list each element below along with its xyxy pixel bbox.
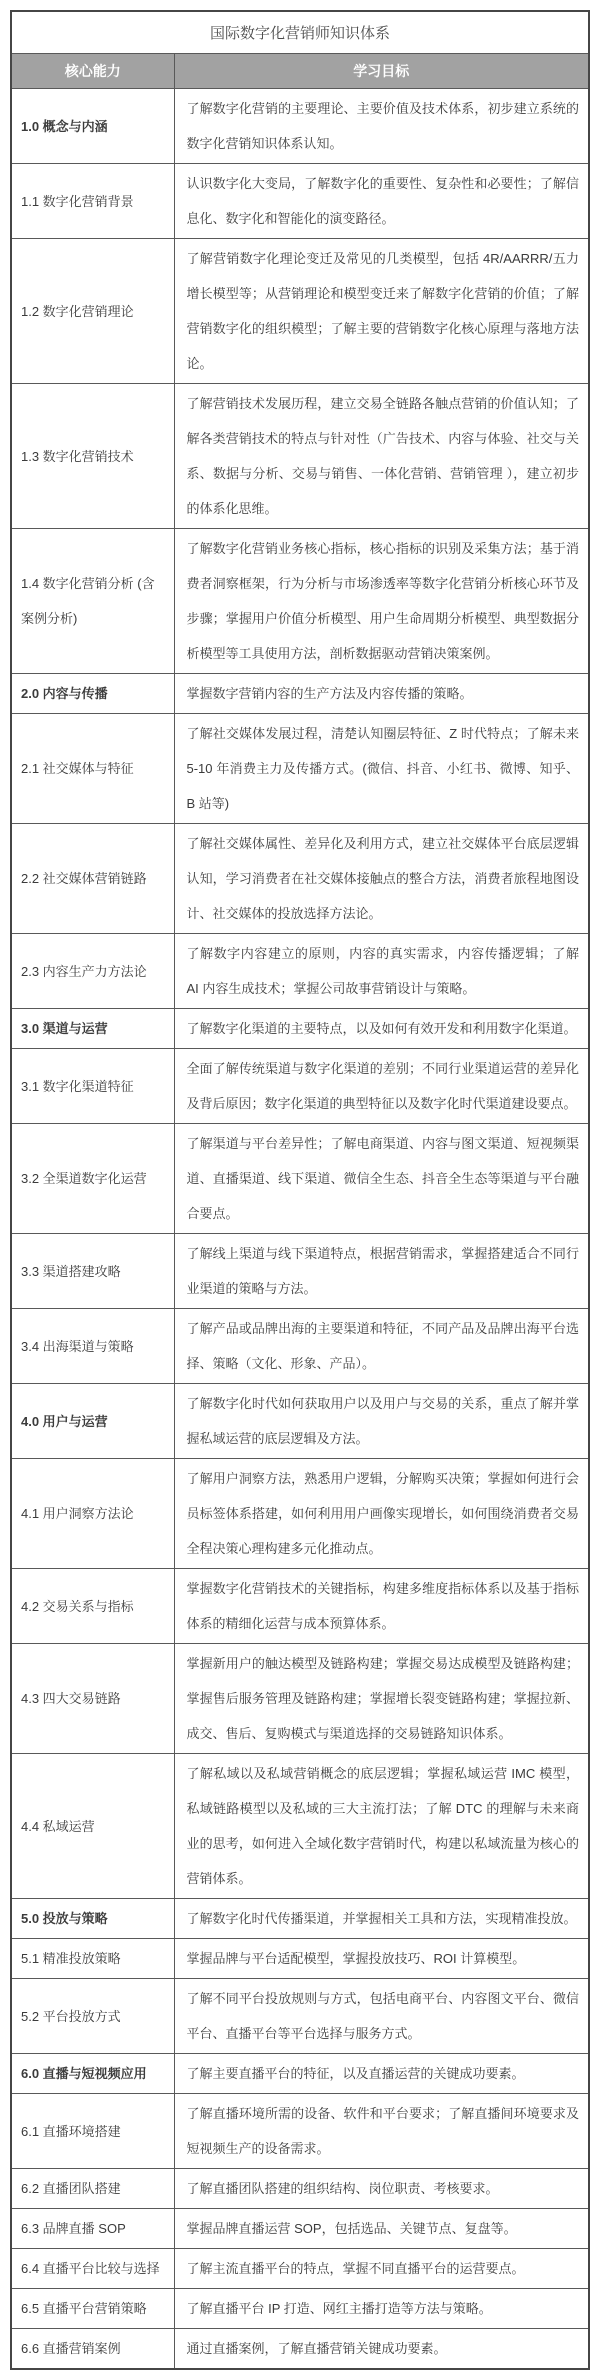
- title-row: [11, 11, 589, 54]
- table-row: [11, 1939, 589, 1979]
- competency-cell: 4.4 私域运营: [11, 1754, 174, 1899]
- table-row: [11, 1899, 589, 1939]
- table-row: [11, 1049, 589, 1124]
- table-row: [11, 164, 589, 239]
- table-row: [11, 1459, 589, 1569]
- competency-cell: 4.1 用户洞察方法论: [11, 1459, 174, 1569]
- objective-cell: 通过直播案例，了解直播营销关键成功要素。: [174, 2329, 589, 2370]
- table-rows: [11, 89, 589, 2370]
- objective-cell: 了解线上渠道与线下渠道特点，根据营销需求，掌握搭建适合不同行业渠道的策略与方法。: [174, 1234, 589, 1309]
- table-row: [11, 384, 589, 529]
- objective-cell: 了解社交媒体属性、差异化及利用方式，建立社交媒体平台底层逻辑认知，学习消费者在社交媒体接触点的整合方法，消费者旅程地图设计、社交媒体的投放选择方法论。: [174, 824, 589, 934]
- competency-cell: 5.2 平台投放方式: [11, 1979, 174, 2054]
- competency-cell: 3.1 数字化渠道特征: [11, 1049, 174, 1124]
- competency-cell: 5.0 投放与策略: [11, 1899, 174, 1939]
- table-row: [11, 529, 589, 674]
- competency-cell: 3.2 全渠道数字化运营: [11, 1124, 174, 1234]
- competency-cell: 6.3 品牌直播 SOP: [11, 2209, 174, 2249]
- table-row: [11, 1644, 589, 1754]
- column-header-objective: 学习目标: [174, 54, 589, 89]
- column-header-competency: 核心能力: [11, 54, 174, 89]
- competency-cell: 6.4 直播平台比较与选择: [11, 2249, 174, 2289]
- table-row: [11, 824, 589, 934]
- objective-cell: 了解数字化营销业务核心指标，核心指标的识别及采集方法；基于消费者洞察框架，行为分析与市场渗透率等数字化营销分析核心环节及步骤；掌握用户价值分析模型、用户生命周期分析模型、典型数据分析模型等工具使用方法，剖析数据驱动营销决策案例。: [174, 529, 589, 674]
- objective-cell: 认识数字化大变局，了解数字化的重要性、复杂性和必要性；了解信息化、数字化和智能化的演变路径。: [174, 164, 589, 239]
- competency-cell: 2.2 社交媒体营销链路: [11, 824, 174, 934]
- objective-cell: 了解直播平台 IP 打造、网红主播打造等方法与策略。: [174, 2289, 589, 2329]
- competency-cell: 4.0 用户与运营: [11, 1384, 174, 1459]
- competency-cell: 2.1 社交媒体与特征: [11, 714, 174, 824]
- objective-cell: 掌握新用户的触达模型及链路构建；掌握交易达成模型及链路构建；掌握售后服务管理及链路构建；掌握增长裂变链路构建；掌握拉新、成交、售后、复购模式与渠道选择的交易链路知识体系。: [174, 1644, 589, 1754]
- objective-cell: 了解主要直播平台的特征，以及直播运营的关键成功要素。: [174, 2054, 589, 2094]
- table-row: [11, 1754, 589, 1899]
- table-row: [11, 2169, 589, 2209]
- table-row: [11, 1569, 589, 1644]
- objective-cell: 了解直播环境所需的设备、软件和平台要求；了解直播间环境要求及短视频生产的设备需求。: [174, 2094, 589, 2169]
- competency-cell: 4.2 交易关系与指标: [11, 1569, 174, 1644]
- objective-cell: 了解渠道与平台差异性；了解电商渠道、内容与图文渠道、短视频渠道、直播渠道、线下渠道、微信全生态、抖音全生态等渠道与平台融合要点。: [174, 1124, 589, 1234]
- objective-cell: 了解数字化营销的主要理论、主要价值及技术体系，初步建立系统的数字化营销知识体系认知。: [174, 89, 589, 164]
- objective-cell: 了解数字化渠道的主要特点，以及如何有效开发和利用数字化渠道。: [174, 1009, 589, 1049]
- objective-cell: 了解产品或品牌出海的主要渠道和特征，不同产品及品牌出海平台选择、策略（文化、形象、产品）。: [174, 1309, 589, 1384]
- competency-cell: 6.6 直播营销案例: [11, 2329, 174, 2370]
- competency-cell: 1.1 数字化营销背景: [11, 164, 174, 239]
- table-row: [11, 89, 589, 164]
- table-row: [11, 1979, 589, 2054]
- competency-cell: 1.4 数字化营销分析 (含案例分析): [11, 529, 174, 674]
- competency-cell: 1.2 数字化营销理论: [11, 239, 174, 384]
- table-row: [11, 2249, 589, 2289]
- competency-cell: 6.5 直播平台营销策略: [11, 2289, 174, 2329]
- competency-cell: 3.0 渠道与运营: [11, 1009, 174, 1049]
- competency-cell: 2.0 内容与传播: [11, 674, 174, 714]
- objective-cell: 了解营销技术发展历程，建立交易全链路各触点营销的价值认知；了解各类营销技术的特点与针对性（广告技术、内容与体验、社交与关系、数据与分析、交易与销售、一体化营销、营销管理 ），建立初步的体系化思维。: [174, 384, 589, 529]
- objective-cell: 掌握品牌与平台适配模型，掌握投放技巧、ROI 计算模型。: [174, 1939, 589, 1979]
- objective-cell: 了解数字化时代如何获取用户以及用户与交易的关系，重点了解并掌握私域运营的底层逻辑及方法。: [174, 1384, 589, 1459]
- table-row: [11, 674, 589, 714]
- table-row: [11, 1384, 589, 1459]
- table-row: [11, 1309, 589, 1384]
- table-row: [11, 1234, 589, 1309]
- table-row: [11, 714, 589, 824]
- table-row: [11, 1009, 589, 1049]
- objective-cell: 掌握数字营销内容的生产方法及内容传播的策略。: [174, 674, 589, 714]
- table-row: [11, 2054, 589, 2094]
- table-row: [11, 2329, 589, 2370]
- table-row: [11, 239, 589, 384]
- objective-cell: 了解数字化时代传播渠道，并掌握相关工具和方法，实现精准投放。: [174, 1899, 589, 1939]
- competency-cell: 6.1 直播环境搭建: [11, 2094, 174, 2169]
- objective-cell: 了解私域以及私域营销概念的底层逻辑；掌握私域运营 IMC 模型，私域链路模型以及私域的三大主流打法；了解 DTC 的理解与未来商业的思考，如何进入全域化数字营销时代，构建以私域流量为核心的营销体系。: [174, 1754, 589, 1899]
- table-row: [11, 934, 589, 1009]
- column-header-row: [11, 54, 589, 89]
- objective-cell: 了解营销数字化理论变迁及常见的几类模型，包括 4R/AARRR/五力增长模型等；从营销理论和模型变迁来了解数字化营销的价值；了解营销数字化的组织模型；了解主要的营销数字化核心原理与落地方法论。: [174, 239, 589, 384]
- competency-cell: 1.3 数字化营销技术: [11, 384, 174, 529]
- objective-cell: 掌握品牌直播运营 SOP，包括选品、关键节点、复盘等。: [174, 2209, 589, 2249]
- competency-cell: 3.3 渠道搭建攻略: [11, 1234, 174, 1309]
- objective-cell: 了解社交媒体发展过程，清楚认知圈层特征、Z 时代特点；了解未来 5-10 年消费主力及传播方式。(微信、抖音、小红书、微博、知乎、B 站等): [174, 714, 589, 824]
- objective-cell: 了解数字内容建立的原则，内容的真实需求，内容传播逻辑；了解 AI 内容生成技术；掌握公司故事营销设计与策略。: [174, 934, 589, 1009]
- objective-cell: 全面了解传统渠道与数字化渠道的差别；不同行业渠道运营的差异化及背后原因；数字化渠道的典型特征以及数字化时代渠道建设要点。: [174, 1049, 589, 1124]
- objective-cell: 了解用户洞察方法，熟悉用户逻辑，分解购买决策；掌握如何进行会员标签体系搭建，如何利用用户画像实现增长，如何围绕消费者交易全程决策心理构建多元化推动点。: [174, 1459, 589, 1569]
- table-row: [11, 2094, 589, 2169]
- competency-cell: 1.0 概念与内涵: [11, 89, 174, 164]
- competency-cell: 3.4 出海渠道与策略: [11, 1309, 174, 1384]
- table-row: [11, 2209, 589, 2249]
- competency-cell: 6.2 直播团队搭建: [11, 2169, 174, 2209]
- objective-cell: 掌握数字化营销技术的关键指标，构建多维度指标体系以及基于指标体系的精细化运营与成本预算体系。: [174, 1569, 589, 1644]
- table-row: [11, 1124, 589, 1234]
- table-title: 国际数字化营销师知识体系: [11, 11, 589, 54]
- objective-cell: 了解直播团队搭建的组织结构、岗位职责、考核要求。: [174, 2169, 589, 2209]
- competency-cell: 4.3 四大交易链路: [11, 1644, 174, 1754]
- objective-cell: 了解主流直播平台的特点，掌握不同直播平台的运营要点。: [174, 2249, 589, 2289]
- competency-cell: 2.3 内容生产力方法论: [11, 934, 174, 1009]
- competency-cell: 6.0 直播与短视频应用: [11, 2054, 174, 2094]
- table-row: [11, 2289, 589, 2329]
- competency-cell: 5.1 精准投放策略: [11, 1939, 174, 1979]
- objective-cell: 了解不同平台投放规则与方式，包括电商平台、内容图文平台、微信平台、直播平台等平台选择与服务方式。: [174, 1979, 589, 2054]
- knowledge-table: [10, 10, 590, 2370]
